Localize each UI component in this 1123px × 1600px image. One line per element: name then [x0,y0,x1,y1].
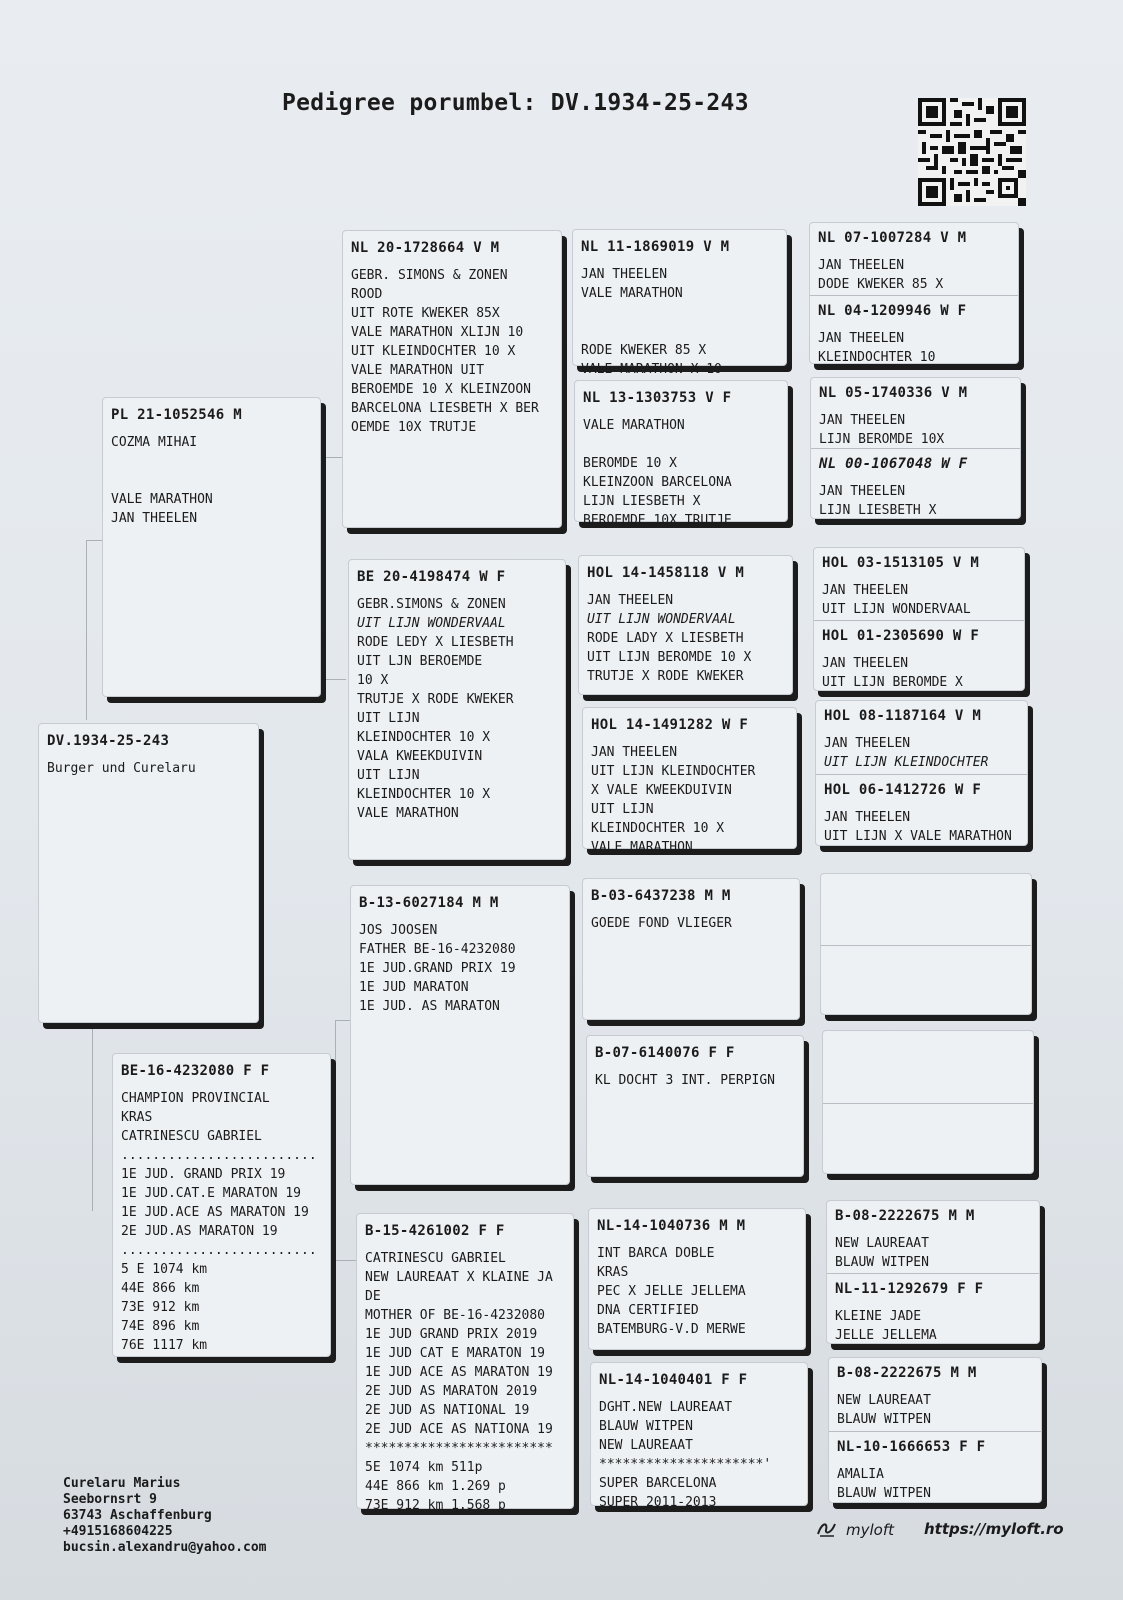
gen4-line: BLAUW WITPEN [837,1412,931,1427]
gen3-line: KRAS [597,1265,629,1280]
gen2-line: DE [365,1289,381,1304]
gen4-card[interactable] [810,223,1018,295]
mother-line: CHAMPION PROVINCIAL [121,1091,270,1106]
gen2-line: JOS JOOSEN [359,923,438,938]
gen2-line: 1E JUD MARATON [359,980,469,995]
gen4-card[interactable] [814,548,1024,620]
gen3-line: TRUTJE X RODE KWEKER [587,669,744,684]
gen2-line: VALE MARATHON XLIJN 10 [351,325,524,340]
connector-line [335,1260,357,1261]
gen3-line: UIT LIJN KLEINDOCHTER [591,764,756,779]
gen3-line: BEROMDE 10 X [583,456,677,471]
gen4-line: JAN THEELEN [824,810,911,825]
gen2-ring: NL 20-1728664 V M [351,240,500,256]
gen2-line: NEW LAUREAAT X KLAINE JA [365,1270,553,1285]
gen3-ring: NL-14-1040736 M M [597,1218,746,1234]
gen3-line: SUPER 2011-2013 [599,1495,717,1510]
gen4-ring: HOL 01-2305690 W F [822,628,980,644]
gen2-line: 44E 866 km 1.269 p [365,1479,506,1494]
gen4-ring: NL 07-1007284 V M [818,230,967,246]
gen3-line: KLEINDOCHTER 10 X [591,821,725,836]
gen3-line [581,303,778,322]
gen4-line: UIT LIJN X VALE MARATHON [824,829,1012,844]
mother-line: 74E 896 km [121,1319,200,1334]
gen3-card-2[interactable] [574,380,788,528]
connector-line [86,540,87,720]
gen4-line: BLAUW WITPEN [837,1486,931,1501]
gen3-line: BEROEMDE 10X TRUTJE [583,513,732,528]
gen3-line: JAN THEELEN [591,745,678,760]
connector-line [92,1025,93,1211]
mother-card[interactable] [112,1053,331,1357]
gen4-card[interactable] [829,1431,1041,1504]
gen4-ring: NL-10-1666653 F F [837,1439,986,1455]
gen4-line: LIJN LIESBETH X [819,503,937,518]
mother-line: 2E JUD.AS MARATON 19 [121,1224,278,1239]
gen4-line: UIT LIJN KLEINDOCHTER [824,755,989,770]
gen4-line: AMALIA [837,1467,884,1482]
gen4-ring: NL 05-1740336 V M [819,385,968,401]
gen2-line: ************************ [365,1441,553,1456]
gen2-card-1[interactable] [342,230,562,528]
owner-city: 63743 Aschaffenburg [63,1508,212,1523]
gen3-card-8[interactable] [590,1362,808,1510]
gen2-line: 5E 1074 km 511p [365,1460,483,1475]
gen3-line: VALE MARATHON [591,840,693,855]
gen3-line: RODE LADY X LIESBETH [587,631,744,646]
gen4-card[interactable] [829,1358,1041,1431]
father-line: JAN THEELEN [111,511,198,526]
gen4-ring: B-08-2222675 M M [835,1208,975,1224]
gen4-line: KLEINE JADE [835,1309,922,1324]
gen3-line: GOEDE FOND VLIEGER [591,916,732,931]
gen4-line: JAN THEELEN [824,736,911,751]
gen2-line: BARCELONA LIESBETH X BER [351,401,539,416]
myloft-logo [816,1518,894,1542]
owner-phone: +4915168604225 [63,1524,173,1539]
gen4-card[interactable] [814,620,1024,692]
gen3-ring: HOL 14-1458118 V M [587,565,745,581]
owner-address [63,1476,267,1555]
gen4-line: UIT LIJN BEROMDE X [822,675,963,690]
gen3-line: RODE KWEKER 85 X [581,343,707,358]
gen2-line: 2E JUD AS MARATON 2019 [365,1384,538,1399]
gen3-line [581,322,778,341]
gen4-line: JELLE JELLEMA [835,1328,937,1343]
mother-line: 73E 912 km [121,1300,200,1315]
gen4-line: JAN THEELEN [822,656,909,671]
gen3-line: VALE MARATHON [583,418,685,433]
gen2-line: CATRINESCU GABRIEL [365,1251,506,1266]
gen4-ring: NL 04-1209946 W F [818,303,967,319]
owner-email[interactable]: bucsin.alexandru@yahoo.com [63,1540,267,1555]
connector-line [335,1020,350,1021]
gen3-ring: NL 13-1303753 V F [583,390,732,406]
gen2-line: 1E JUD ACE AS MARATON 19 [365,1365,553,1380]
gen2-line: TRUTJE X RODE KWEKER [357,692,514,707]
gen3-line: BLAUW WITPEN [599,1419,693,1434]
gen3-line: BATEMBURG-V.D MERWE [597,1322,746,1337]
gen2-line: 1E JUD CAT E MARATON 19 [365,1346,546,1361]
connector-line [320,457,342,458]
gen2-line: GEBR.SIMONS & ZONEN [357,597,506,612]
gen3-line: DGHT.NEW LAUREAAT [599,1400,733,1415]
connector-line [335,1020,336,1260]
myloft-logo-icon [816,1518,838,1542]
subject-line: Burger und Curelaru [47,761,196,776]
gen2-line: 2E JUD AS NATIONAL 19 [365,1403,530,1418]
father-line [111,471,312,490]
gen2-line: OEMDE 10X TRUTJE [351,420,477,435]
gen2-line: 2E JUD ACE AS NATIONA 19 [365,1422,553,1437]
gen3-line: UIT LIJN WONDERVAAL [587,612,736,627]
gen2-line: RODE LEDY X LIESBETH [357,635,514,650]
gen2-ring: B-15-4261002 F F [365,1223,505,1239]
gen3-line: KL DOCHT 3 INT. PERPIGN [595,1073,776,1088]
gen2-ring: B-13-6027184 M M [359,895,499,911]
gen4-line: JAN THEELEN [819,413,906,428]
gen2-line: ROOD [351,287,383,302]
gen2-line: KLEINDOCHTER 10 X [357,787,491,802]
gen4-line: BLAUW WITPEN [835,1255,929,1270]
mother-line: 1E JUD. GRAND PRIX 19 [121,1167,286,1182]
gen3-ring: B-07-6140076 F F [595,1045,735,1061]
connector-line [320,679,346,680]
gen3-ring: B-03-6437238 M M [591,888,731,904]
gen3-card-4[interactable] [582,707,797,855]
mother-line: ......................... [121,1148,317,1163]
gen4-ring: B-08-2222675 M M [837,1365,977,1381]
gen2-line: GEBR. SIMONS & ZONEN [351,268,508,283]
gen4-card[interactable] [816,701,1027,774]
gen2-line: 73E 912 km 1.568 p [365,1498,506,1513]
gen4-line: JAN THEELEN [818,258,905,273]
gen4-line: JAN THEELEN [822,583,909,598]
gen2-line: 10 X [357,673,389,688]
gen3-line: JAN THEELEN [581,267,668,282]
gen4-ring: NL 00-1067048 W F [819,456,968,472]
gen2-line: UIT LIJN WONDERVAAL [357,616,506,631]
gen3-card-7[interactable] [588,1208,806,1356]
mother-line: 1E JUD.ACE AS MARATON 19 [121,1205,309,1220]
gen3-line: UIT LIJN [591,802,654,817]
gen2-line: 1E JUD. AS MARATON [359,999,500,1014]
myloft-url[interactable]: https://myloft.ro [924,1520,1064,1538]
myloft-logo-text: myloft [846,1521,894,1539]
gen4-card[interactable] [821,874,1031,945]
gen2-line: VALE MARATHON [357,806,459,821]
gen3-card-1[interactable] [572,229,787,377]
father-line: VALE MARATHON [111,492,213,507]
gen2-card-4[interactable] [356,1213,574,1513]
gen3-ring: NL 11-1869019 V M [581,239,730,255]
gen4-line: NEW LAUREAAT [835,1236,929,1251]
gen3-line: PEC X JELLE JELLEMA [597,1284,746,1299]
gen4-card[interactable] [827,1201,1039,1273]
gen4-pair-5[interactable] [820,873,1032,1015]
gen2-line: UIT ROTE KWEKER 85X [351,306,500,321]
mother-line: CATRINESCU GABRIEL [121,1129,262,1144]
gen2-ring: BE 20-4198474 W F [357,569,506,585]
gen4-line: KLEINDOCHTER 10 [818,350,936,365]
gen4-pair-1[interactable] [809,222,1019,364]
mother-ring: BE-16-4232080 F F [121,1063,270,1079]
gen2-line: KLEINDOCHTER 10 X [357,730,491,745]
gen4-ring: NL-11-1292679 F F [835,1281,984,1297]
gen4-card[interactable] [823,1103,1033,1175]
gen4-pair-3[interactable] [813,547,1025,691]
gen2-line: UIT LIJN [357,768,420,783]
gen3-card-3[interactable] [578,555,793,695]
gen3-line: LIJN LIESBETH X [583,494,701,509]
gen4-pair-6[interactable] [822,1030,1034,1174]
gen3-ring: NL-14-1040401 F F [599,1372,748,1388]
father-line [111,452,312,471]
mother-line: 76E 1117 km [121,1338,208,1353]
gen2-line: FATHER BE-16-4232080 [359,942,516,957]
gen3-ring: HOL 14-1491282 W F [591,717,749,733]
gen3-line: ..................... [597,1341,762,1356]
mother-line: 5 E 1074 km [121,1262,208,1277]
gen2-line: 1E JUD.GRAND PRIX 19 [359,961,516,976]
gen4-pair-2[interactable] [810,377,1021,519]
gen3-line: *********************' [599,1457,772,1472]
gen4-line: JAN THEELEN [819,484,906,499]
mother-line: KRAS [121,1110,153,1125]
gen2-line: VALA KWEEKDUIVIN [357,749,483,764]
gen3-line: SUPER BARCELONA [599,1476,717,1491]
gen4-card[interactable] [827,1273,1039,1345]
gen3-line: VALE MARATHON [581,286,683,301]
gen3-line: INT BARCA DOBLE [597,1246,715,1261]
gen2-line: VALE MARATHON UIT [351,363,485,378]
father-ring: PL 21-1052546 M [111,407,242,423]
gen2-line: UIT KLEINDOCHTER 10 X [351,344,516,359]
subject-ring: DV.1934-25-243 [47,733,170,749]
subject-card[interactable] [38,723,259,1023]
gen4-line: DODE KWEKER 85 X [818,277,944,292]
gen4-ring: HOL 06-1412726 W F [824,782,982,798]
gen3-card-6[interactable] [586,1035,804,1177]
gen2-line: MOTHER OF BE-16-4232080 [365,1308,546,1323]
gen2-card-3[interactable] [350,885,570,1185]
gen4-card[interactable] [816,774,1027,847]
qr-code-icon [918,98,1026,206]
gen3-card-5[interactable] [582,878,800,1020]
gen4-card[interactable] [823,1031,1033,1103]
gen3-line: DNA CERTIFIED [597,1303,699,1318]
gen3-line: NEW LAUREAAT [599,1438,693,1453]
gen4-line: UIT LIJN WONDERVAAL [822,602,971,617]
gen4-card[interactable] [811,448,1020,520]
gen4-ring: HOL 03-1513105 V M [822,555,980,571]
mother-line: 44E 866 km [121,1281,200,1296]
mother-line: ......................... [121,1243,317,1258]
gen3-line: UIT LIJN BEROMDE 10 X [587,650,752,665]
gen3-line: KLEINZOON BARCELONA [583,475,732,490]
page-title: Pedigree porumbel: DV.1934-25-243 [282,90,749,116]
gen4-line: JAN THEELEN [818,331,905,346]
gen4-line: LIJN BEROMDE 10X [819,432,945,447]
gen4-pair-7[interactable] [826,1200,1040,1344]
owner-street: Seebornsrt 9 [63,1492,157,1507]
gen3-line: VALE MARATHON X 10 [581,362,722,377]
gen3-line: X VALE KWEEKDUIVIN [591,783,732,798]
gen4-pair-4[interactable] [815,700,1028,846]
owner-name: Curelaru Marius [63,1476,181,1491]
father-card[interactable] [102,397,321,697]
gen4-line: NEW LAUREAAT [837,1393,931,1408]
gen2-line: 1E JUD GRAND PRIX 2019 [365,1327,538,1342]
gen4-card[interactable] [810,295,1018,365]
gen4-pair-8[interactable] [828,1357,1042,1503]
gen2-card-2[interactable] [348,559,566,860]
gen3-line [583,435,779,454]
gen4-card[interactable] [821,945,1031,1016]
gen3-line: JAN THEELEN [587,593,674,608]
gen2-line: BEROEMDE 10 X KLEINZOON [351,382,532,397]
gen4-card[interactable] [811,378,1020,448]
mother-line: 1E JUD.CAT.E MARATON 19 [121,1186,302,1201]
gen4-ring: HOL 08-1187164 V M [824,708,982,724]
gen2-line: UIT LIJN [357,711,420,726]
father-line: COZMA MIHAI [111,435,198,450]
gen2-line: UIT LJN BEROEMDE [357,654,483,669]
